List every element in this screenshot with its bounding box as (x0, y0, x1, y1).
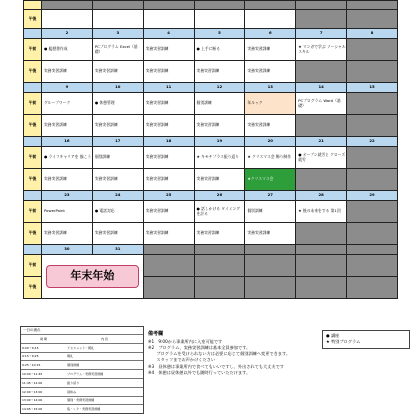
grid-cell (194, 255, 245, 277)
schedule-row (21, 396, 143, 405)
schedule-head-content: 内 容 (66, 335, 143, 344)
schedule-time: 10:00〜11:45 (21, 370, 66, 379)
date-header: 28 (296, 191, 347, 201)
schedule-cell-am: PCプログラム Word（基礎） (296, 93, 347, 115)
grid-cell (296, 255, 347, 277)
schedule-cell-am (347, 147, 398, 169)
schedule-row (21, 343, 143, 352)
schedule-cell-am: ● 上手に断る (194, 39, 245, 61)
grid-cell (42, 1, 93, 10)
date-header: 3 (92, 29, 143, 39)
date-header: 25 (143, 191, 194, 201)
schedule-cell-pm: 実務実習訓練 (92, 223, 143, 245)
grid-cell (245, 255, 296, 277)
schedule-cell-am (347, 93, 398, 115)
grid-cell (296, 10, 347, 29)
schedule-cell-pm: 実務実習訓練 (194, 169, 245, 191)
date-header-30: 30 (42, 245, 93, 255)
schedule-cell-pm (296, 115, 347, 137)
notes-lines (148, 339, 318, 377)
grid-cell (347, 277, 398, 299)
note-line: ※4 休憩は昼休憩以外でも随時行っていただけます。 (148, 369, 251, 375)
schedule-row (21, 370, 143, 379)
schedule-cell-am: 実務実習訓練 (245, 39, 296, 61)
schedule-cell-pm: ★クリスマス会 (245, 169, 296, 191)
schedule-cell-am (347, 201, 398, 223)
date-header: 12 (194, 83, 245, 93)
date-header-blank (24, 191, 42, 201)
schedule-cell-am: 年ルック (245, 93, 296, 115)
schedule-cell-am: ● 履歴書作成 (42, 39, 93, 61)
calendar-grid (23, 0, 398, 299)
schedule-activity: 朝礼 (66, 352, 143, 361)
schedule-time: 9:00〜9:15 (21, 343, 66, 352)
daily-schedule-table (21, 334, 143, 413)
schedule-cell-pm (347, 169, 398, 191)
date-header: 15 (347, 83, 398, 93)
grid-cell (347, 1, 398, 10)
schedule-activity: プログラム・実務実習訓練 (66, 370, 143, 379)
legend-item: ★ 特別プログラム (326, 339, 361, 345)
grid-cell (296, 277, 347, 299)
row-label-am: 午前 (24, 255, 42, 277)
daily-schedule-body (21, 335, 143, 414)
schedule-cell-am: 実務実習訓練 (143, 93, 194, 115)
schedule-cell-am: ● 電話対応 (92, 201, 143, 223)
grid-cell (245, 1, 296, 10)
grid-cell (143, 1, 194, 10)
grid-cell (347, 245, 398, 255)
grid-cell (194, 10, 245, 29)
schedule-cell-pm (296, 61, 347, 83)
date-header: 24 (92, 191, 143, 201)
date-header: 19 (194, 137, 245, 147)
schedule-cell-am: ● ライフキャリアを 描こう (42, 147, 93, 169)
schedule-activity: 集・レク・実務実習訓練 (66, 405, 143, 413)
schedule-cell-pm: 実務実習訓練 (143, 223, 194, 245)
schedule-cell-pm: 実務実習訓練 (42, 169, 93, 191)
schedule-row (21, 361, 143, 370)
date-header: 5 (194, 29, 245, 39)
schedule-cell-pm: 実務実習訓練 (42, 115, 93, 137)
grid-cell (143, 10, 194, 29)
grid-cell (296, 1, 347, 10)
grid-cell (143, 277, 194, 299)
schedule-row (21, 387, 143, 396)
row-label-pm: 午後 (24, 277, 42, 299)
schedule-cell-pm (296, 223, 347, 245)
yearend-cell (42, 255, 144, 299)
schedule-cell-pm: 実務実習訓練 (143, 115, 194, 137)
schedule-time: 12:00〜13:00 (21, 387, 66, 396)
schedule-cell-pm (296, 169, 347, 191)
schedule-cell-pm: 実務実習訓練 (245, 61, 296, 83)
schedule-activity: 昼休み (66, 387, 143, 396)
grid-cell (194, 245, 245, 255)
schedule-cell-pm: 実務実習訓練 (42, 61, 93, 83)
date-header: 7 (296, 29, 347, 39)
date-header: 20 (245, 137, 296, 147)
schedule-cell-am: 実務実習訓練 (143, 39, 194, 61)
grid-cell (42, 10, 93, 29)
date-header: 21 (296, 137, 347, 147)
grid-cell (296, 245, 347, 255)
row-label-am: 午前 (24, 147, 42, 169)
grid-cell (92, 1, 143, 10)
schedule-cell-pm (347, 115, 398, 137)
schedule-activity: アセスメント・朝礼 (66, 343, 143, 352)
schedule-cell-am: PCプログラム Excel（基礎） (92, 39, 143, 61)
date-header-31: 31 (92, 245, 143, 255)
date-header: 17 (92, 137, 143, 147)
note-line: プログラムを受けられない方は必要に応じて個別訓練へ変更できます。 (148, 351, 291, 357)
date-header: 18 (143, 137, 194, 147)
date-header: 13 (245, 83, 296, 93)
row-label-pm: 午後 (24, 10, 42, 29)
row-label-am: 午前 (24, 201, 42, 223)
date-header: 8 (347, 29, 398, 39)
schedule-cell-pm: 実務実習訓練 (143, 169, 194, 191)
row-label-am: 午前 (24, 93, 42, 115)
schedule-cell-am: グループワーク (42, 93, 93, 115)
row-label-pm: 午後 (24, 223, 42, 245)
schedule-cell-am: 個別訓練 (245, 201, 296, 223)
daily-schedule-title: 一日の流れ (23, 328, 41, 332)
grid-cell (245, 245, 296, 255)
schedule-cell-am: ● 話しかける タイミング を計る (194, 201, 245, 223)
schedule-cell-pm: 実務実習訓練 (194, 115, 245, 137)
schedule-cell-am: ● オープン就労と クローズ就労 (296, 147, 347, 169)
legend-box (322, 330, 410, 349)
schedule-cell-am: ★ キモチプラス振り返り (194, 147, 245, 169)
date-header: 29 (347, 191, 398, 201)
schedule-cell-pm: 実務実習訓練 (245, 115, 296, 137)
legend-item: ● 講座 (326, 333, 340, 338)
grid-cell (143, 245, 194, 255)
weeks-body (24, 29, 398, 245)
date-header: 6 (245, 29, 296, 39)
schedule-cell-am (347, 39, 398, 61)
note-line: ※2 プログラム、実務実習訓練は基本全員参加です。 (148, 344, 251, 350)
schedule-activity: 個別・実務実習訓練 (66, 396, 143, 405)
schedule-activity: 個別訓練 (66, 361, 143, 370)
schedule-row (21, 405, 143, 413)
schedule-time: 11:45〜12:00 (21, 378, 66, 387)
date-header: 16 (42, 137, 93, 147)
schedule-cell-pm: 実務実習訓練 (194, 61, 245, 83)
schedule-cell-pm: 実務実習訓練 (42, 223, 93, 245)
grid-cell (347, 10, 398, 29)
notes-section (148, 331, 318, 376)
date-header: 9 (42, 83, 93, 93)
schedule-cell-pm: 実務実習訓練 (194, 223, 245, 245)
schedule-cell-pm: 実務実習訓練 (92, 169, 143, 191)
date-header: 2 (42, 29, 93, 39)
daily-schedule-box (20, 326, 144, 414)
grid-cell (245, 277, 296, 299)
date-header: 14 (296, 83, 347, 93)
date-header: 10 (92, 83, 143, 93)
schedule-cell-pm: 実務実習訓練 (92, 115, 143, 137)
schedule-cell-pm: 実務実習訓練 (245, 223, 296, 245)
schedule-row (21, 378, 143, 387)
grid-cell (245, 10, 296, 29)
date-header-blank (24, 29, 42, 39)
notes-title: 備考欄 (148, 331, 164, 337)
schedule-time: 9:25〜10:15 (21, 361, 66, 370)
schedule-activity: 振り返り (66, 378, 143, 387)
row-label-am: 午前 (24, 39, 42, 61)
date-header: 11 (143, 83, 194, 93)
date-header: 27 (245, 191, 296, 201)
grid-cell (194, 1, 245, 10)
schedule-time: 13:00〜14:00 (21, 396, 66, 405)
date-header: 22 (347, 137, 398, 147)
date-header: 26 (194, 191, 245, 201)
schedule-head-time: 時 間 (21, 335, 66, 344)
schedule-cell-am: ★ クリスマス会 飾り制作 (245, 147, 296, 169)
schedule-cell-am: ★ マンガで学ぶ ソーシャルスキル (296, 39, 347, 61)
grid-cell (194, 277, 245, 299)
schedule-time: 9:15〜9:25 (21, 352, 66, 361)
row-label-pm: 午後 (24, 115, 42, 137)
grid-cell (347, 255, 398, 277)
schedule-cell-am: ★ 後の未来をする 第1回 (296, 201, 347, 223)
grid-cell (92, 10, 143, 29)
schedule-cell-am: 実務実習訓練 (143, 201, 194, 223)
note-line: ※1 9:00から事業所内に入室可能です (148, 338, 223, 344)
date-header-blank (24, 137, 42, 147)
date-header-blank (24, 83, 42, 93)
row-label-pm: 午後 (24, 61, 42, 83)
row-label-pm: 午後 (24, 169, 42, 191)
schedule-row (21, 352, 143, 361)
note-line: スタッフまでお声かけください (148, 357, 216, 363)
schedule-cell-pm: 実務実習訓練 (143, 61, 194, 83)
schedule-cell-pm (347, 61, 398, 83)
schedule-cell-am: PowerPoint (42, 201, 93, 223)
note-line: ※3 昼休憩は事業所内で食べてもいいですし、外出されても大丈夫です (148, 363, 284, 369)
schedule-cell-am: 実務実習訓練 (143, 147, 194, 169)
date-header: 23 (42, 191, 93, 201)
row-label-pm-top (24, 1, 42, 10)
yearend-banner: 年末年始 (46, 265, 139, 288)
schedule-cell-am: 個別訓練 (194, 93, 245, 115)
date-header-blank (24, 245, 42, 255)
date-header: 4 (143, 29, 194, 39)
schedule-cell-pm: 実務実習訓練 (92, 61, 143, 83)
schedule-cell-am: ● 休憩管理 (92, 93, 143, 115)
schedule-time: 14:05〜15:00 (21, 405, 66, 413)
schedule-cell-pm (347, 223, 398, 245)
grid-cell (143, 255, 194, 277)
schedule-cell-am: 個別訓練 (92, 147, 143, 169)
